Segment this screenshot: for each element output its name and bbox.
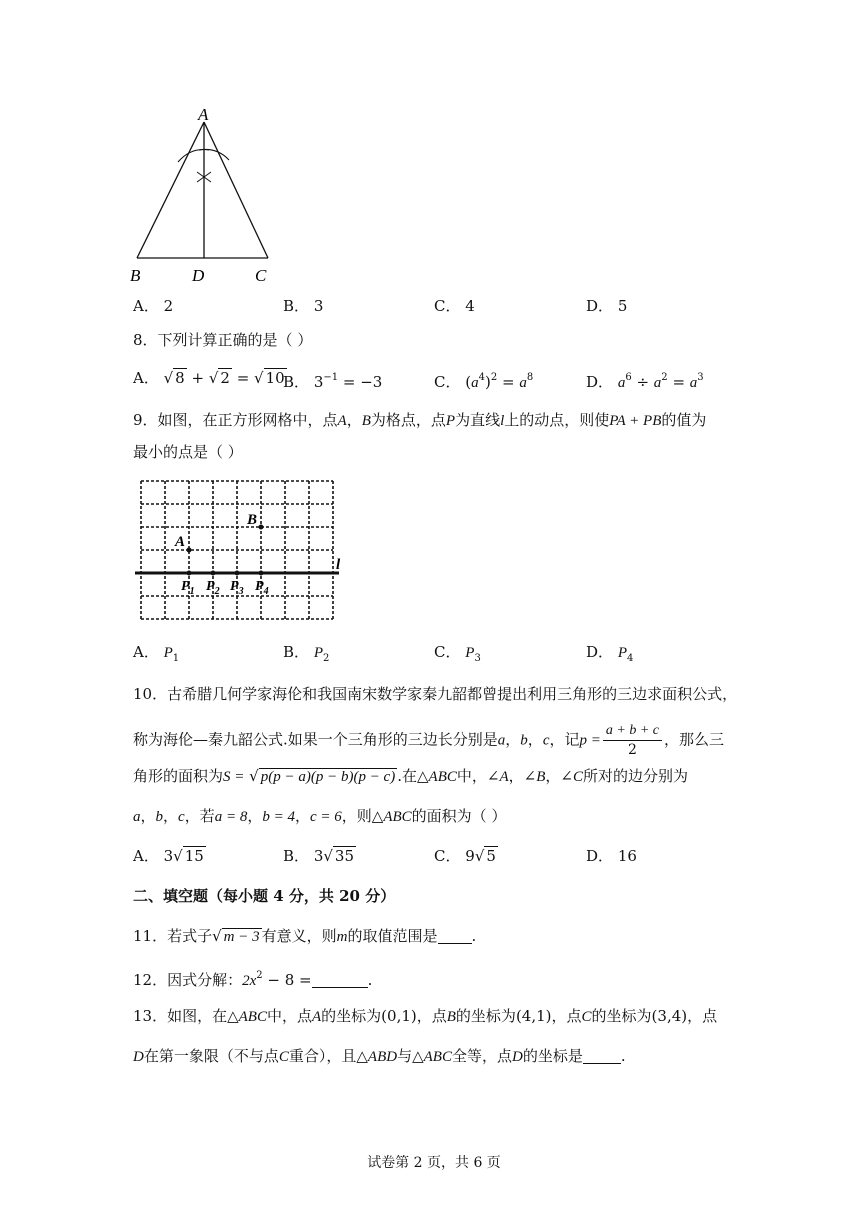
grid-label-a: A — [175, 534, 186, 550]
answer-blank[interactable] — [583, 1047, 621, 1064]
q10-option-b: B． 3√ 35 — [283, 847, 355, 865]
fraction: $\frac{a + b + c}{2}$ — [603, 722, 662, 759]
section-heading: 二、填空题（每小题 4 分，共 20 分） — [133, 887, 396, 905]
point-p1 — [187, 571, 192, 576]
answer-blank[interactable] — [438, 927, 472, 944]
q8-option-a: A． √ 8 + √ 2 = √ 10 — [133, 369, 285, 387]
point-b — [259, 525, 264, 530]
q13-line1: 13．如图，在△ABC中，点A的坐标为(0,1)，点B的坐标为(4,1)，点C的坐标为(3,4)，点 — [133, 1007, 718, 1025]
answer-blank[interactable] — [312, 971, 368, 988]
grid-label-p2: $P_2$ — [206, 579, 220, 597]
label-d: D — [192, 266, 205, 285]
q8-option-d: D． $a^6 \div a^2 = a^3$ — [586, 372, 704, 391]
q8-option-b: B． $3^{-1} = -3$ — [283, 372, 383, 391]
point-p3 — [235, 571, 240, 576]
point-p2 — [211, 571, 216, 576]
grid-label-b: B — [247, 512, 258, 528]
q7-option-c: C． 4 — [434, 297, 475, 315]
q12: 12．因式分解：$2x^2 - 8$ = . — [133, 970, 373, 989]
q13-line2: D在第一象限（不与点C重合），且△ABD与△ABC全等，点D的坐标是 . — [133, 1047, 626, 1065]
q7-option-d: D． 5 — [586, 297, 628, 315]
q10-option-d: D． 16 — [586, 847, 637, 865]
point-a — [187, 548, 192, 553]
grid-label-p3: $P_3$ — [230, 579, 244, 597]
q9-option-b: B． $P_2$ — [283, 643, 330, 664]
side-ab — [137, 122, 204, 258]
q7-option-b: B． 3 — [283, 297, 324, 315]
label-c: C — [255, 266, 267, 285]
q10-option-a: A． 3√ 15 — [133, 847, 204, 865]
q8-stem: 8．下列计算正确的是（ ） — [133, 331, 313, 349]
q9-stem-line1: 9．如图，在正方形网格中，点A，B为格点，点P为直线l上的动点，则使PA + PB的值为 — [133, 411, 707, 429]
q8-option-c: C． $(a^4)^2 = a^8$ — [434, 372, 534, 391]
label-a: A — [198, 105, 209, 124]
grid-figure — [133, 478, 348, 628]
grid-label-l: l — [336, 557, 341, 573]
grid-label-p4: $P_4$ — [255, 579, 269, 597]
q7-option-a: A． 2 — [133, 297, 174, 315]
point-p4 — [259, 571, 264, 576]
q10-line3: 角形的面积为S = √ p(p − a)(p − b)(p − c) .在△ABC中，∠A，∠B，∠C所对的边分别为 — [133, 767, 689, 785]
q9-option-d: D． $P_4$ — [586, 643, 634, 664]
q10-line1: 10．古希腊几何学家海伦和我国南宋数学家秦九韶都曾提出利用三角形的三边求面积公式， — [133, 685, 738, 703]
q9-option-a: A． $P_1$ — [133, 643, 180, 664]
q9-option-c: C． $P_3$ — [434, 643, 481, 664]
triangle-figure — [125, 100, 285, 290]
q10-option-c: C． 9√ 5 — [434, 847, 496, 865]
side-ac — [204, 122, 268, 258]
q10-line4: a，b，c，若a = 8，b = 4，c = 6，则△ABC的面积为（ ） — [133, 807, 507, 825]
page-footer: 试卷第 2 页，共 6 页 — [367, 1155, 501, 1171]
q10-line2: 称为海伦—秦九韶公式.如果一个三角形的三边长分别是a，b，c，记p = $\frac{a + b + c}{2}$ ，那么三 — [133, 723, 724, 758]
label-b: B — [130, 266, 141, 285]
q9-stem-line2: 最小的点是（ ） — [133, 443, 243, 461]
grid-label-p1: $P_1$ — [181, 579, 195, 597]
q11: 11．若式子√ m − 3 有意义，则m的取值范围是 . — [133, 927, 477, 945]
